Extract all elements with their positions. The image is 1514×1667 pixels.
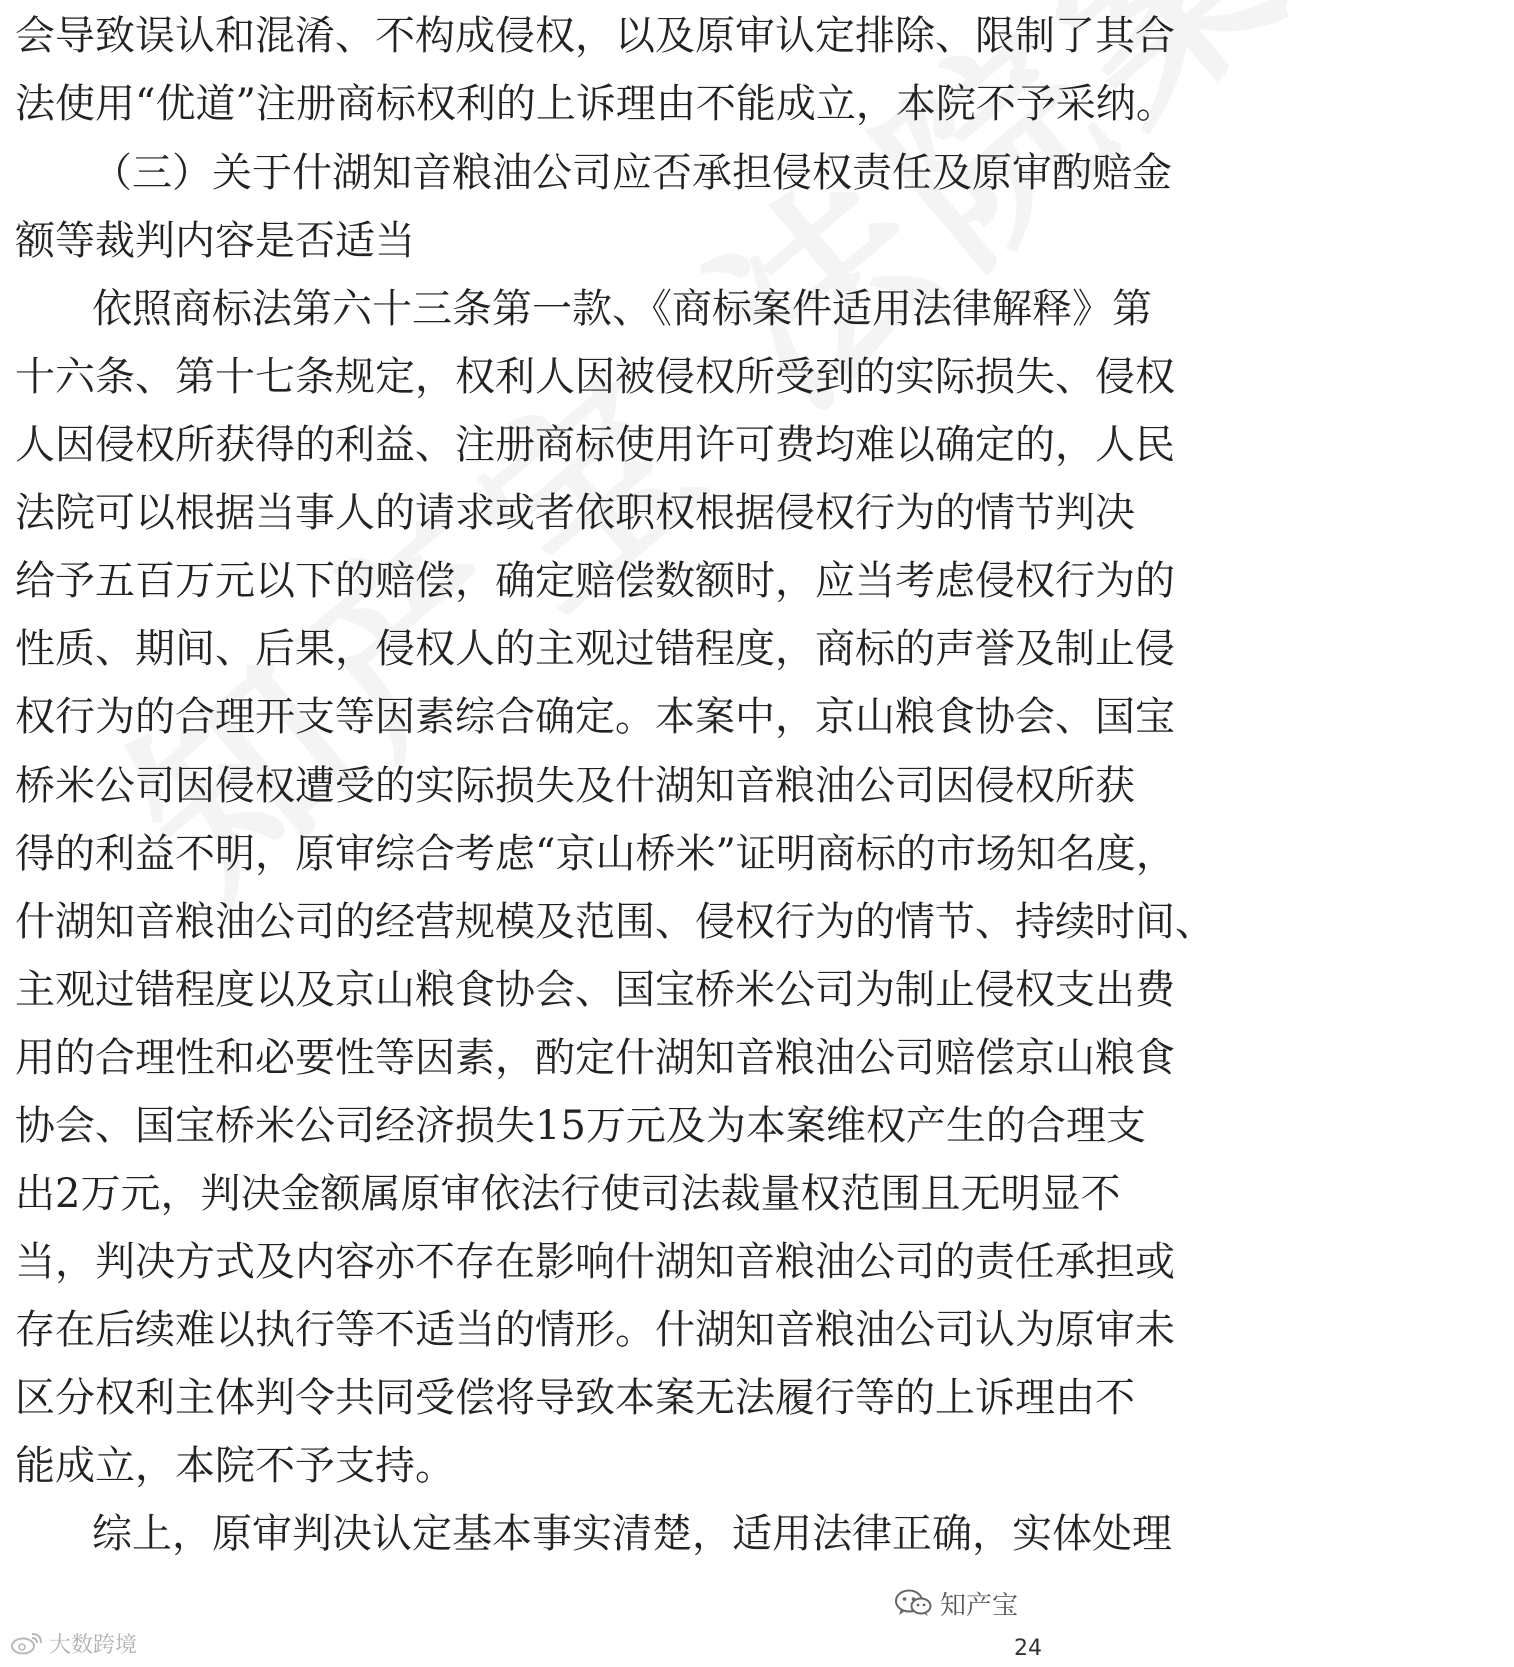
text-line: 区分权利主体判令共同受偿将导致本案无法履行等的上诉理由不 <box>15 1375 1135 1421</box>
text-line: 主观过错程度以及京山粮食协会、国宝桥米公司为制止侵权支出费 <box>15 967 1175 1013</box>
text-line: 十六条、第十七条规定，权利人因被侵权所受到的实际损失、侵权 <box>15 354 1175 400</box>
text-line: 法使用“优道”注册商标权利的上诉理由不能成立，本院不予采纳。 <box>15 81 1176 127</box>
text-line: 给予五百万元以下的赔偿，确定赔偿数额时，应当考虑侵权行为的 <box>15 558 1175 604</box>
text-line: 性质、期间、后果，侵权人的主观过错程度，商标的声誉及制止侵 <box>15 626 1175 672</box>
text-line: 权行为的合理开支等因素综合确定。本案中，京山粮食协会、国宝 <box>15 694 1175 740</box>
text-line: 法院可以根据当事人的请求或者依职权根据侵权行为的情节判决 <box>15 490 1135 536</box>
text-line: 桥米公司因侵权遭受的实际损失及什湖知音粮油公司因侵权所获 <box>15 763 1135 809</box>
text-line: 人因侵权所获得的利益、注册商标使用许可费均难以确定的，人民 <box>15 422 1175 468</box>
text-line: 用的合理性和必要性等因素，酌定什湖知音粮油公司赔偿京山粮食 <box>15 1035 1175 1081</box>
weibo-account-logo <box>10 1629 137 1657</box>
text-line: 出2万元，判决金额属原审依法行使司法裁量权范围且无明显不 <box>15 1171 1121 1217</box>
wechat-icon <box>894 1588 932 1618</box>
text-line: 得的利益不明，原审综合考虑“京山桥米”证明商标的市场知名度， <box>15 831 1176 877</box>
section-heading-line: 额等裁判内容是否适当 <box>15 218 415 264</box>
account-name: 知产宝 <box>939 1590 1018 1621</box>
section-heading-line: （三）关于什湖知音粮油公司应否承担侵权责任及原审酌赔金 <box>92 150 1172 196</box>
text-line: 会导致误认和混淆、不构成侵权，以及原审认定排除、限制了其合 <box>15 13 1175 59</box>
page-number: 24 <box>1014 1636 1042 1661</box>
text-line: 能成立，本院不予支持。 <box>15 1443 455 1489</box>
account-name: 大数跨境 <box>49 1632 138 1658</box>
weibo-icon <box>10 1631 44 1655</box>
text-line: 当，判决方式及内容亦不存在影响什湖知音粮油公司的责任承担或 <box>15 1239 1175 1285</box>
text-line: 综上，原审判决认定基本事实清楚，适用法律正确，实体处理 <box>92 1511 1172 1557</box>
text-line: 存在后续难以执行等不适当的情形。什湖知音粮油公司认为原审未 <box>15 1307 1175 1353</box>
text-line: 什湖知音粮油公司的经营规模及范围、侵权行为的情节、持续时间、 <box>15 899 1215 945</box>
wechat-account-logo <box>894 1586 1018 1620</box>
text-line: 协会、国宝桥米公司经济损失15万元及为本案维权产生的合理支 <box>15 1103 1146 1149</box>
text-line: 依照商标法第六十三条第一款、《商标案件适用法律解释》第 <box>92 286 1152 332</box>
